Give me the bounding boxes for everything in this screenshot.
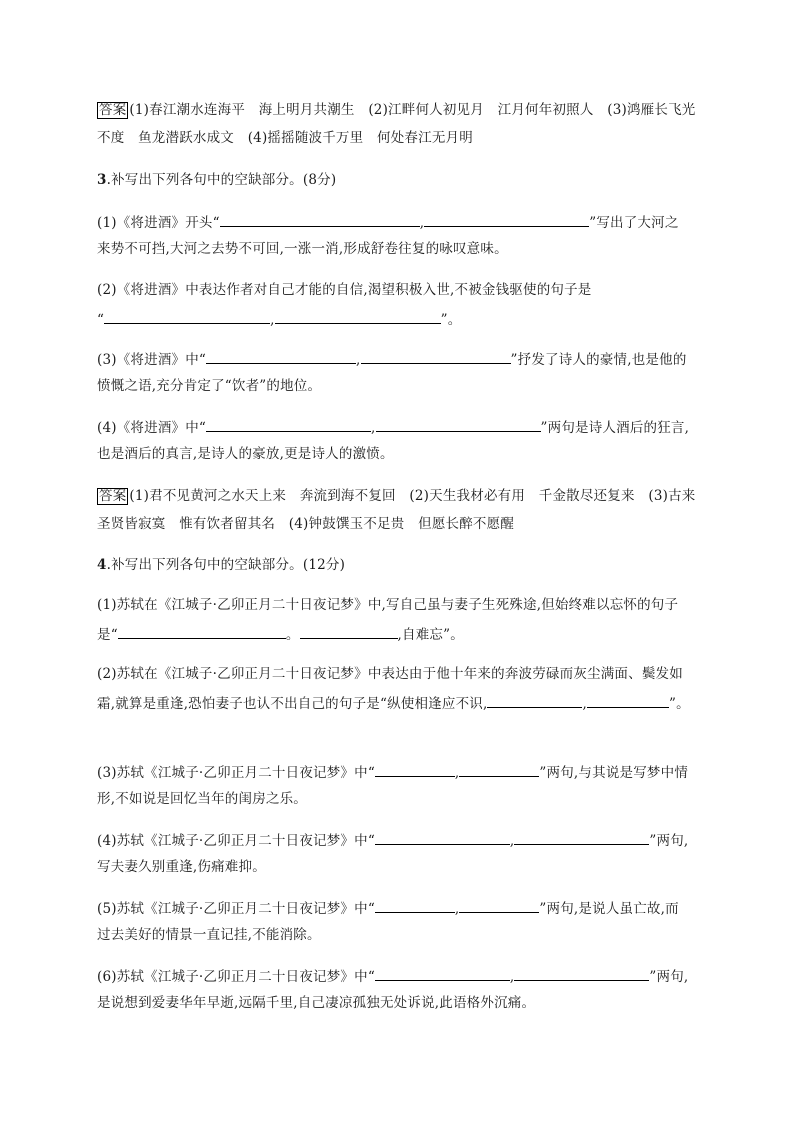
q3-item-4-line-2: 也是酒后的真言,是诗人的豪放,更是诗人的激愤。	[97, 446, 394, 462]
q3-item-3-line-1: (3)《将进酒》中“ , ”抒发了诗人的豪情,也是他的	[97, 352, 687, 368]
fill-blank[interactable]	[424, 213, 589, 227]
fill-blank[interactable]	[375, 967, 510, 981]
fill-blank[interactable]	[275, 310, 441, 324]
answer-label: 答案	[99, 488, 127, 504]
fill-blank[interactable]	[206, 350, 356, 364]
fill-blank[interactable]	[104, 310, 270, 324]
fill-blank[interactable]	[587, 694, 669, 708]
q3-item-3-line-2: 愤慨之语,充分肯定了“饮者”的地位。	[97, 378, 322, 394]
answer-1-line-1	[97, 102, 695, 119]
question-4-title: 4.补写出下列各句中的空缺部分。(12分)	[97, 557, 346, 573]
q4-item-5-line-2: 过去美好的情景一直记挂,不能消除。	[97, 927, 321, 943]
q3-item-4-line-1: (4)《将进酒》中“ , ”两句是诗人酒后的狂言,	[97, 420, 690, 436]
fill-blank[interactable]	[375, 831, 510, 845]
fill-blank[interactable]	[375, 899, 455, 913]
fill-blank[interactable]	[220, 213, 420, 227]
question-3-title: 3.补写出下列各句中的空缺部分。(8分)	[97, 172, 337, 188]
q4-item-3-line-2: 形,不如说是回忆当年的闺房之乐。	[97, 791, 307, 807]
answer-1-text-1: (1)春江潮水连海平 海上明月共潮生 (2)江畔何人初见月 江月何年初照人 (3)鸿雁长飞光	[129, 102, 696, 118]
fill-blank[interactable]	[459, 763, 539, 777]
answer-1-line-2: 不度 鱼龙潜跃水成文 (4)摇摇随波千万里 何处春江无月明	[97, 130, 473, 146]
answer-label: 答案	[99, 102, 127, 118]
q3-item-2-line-2: “ , ”。	[97, 312, 462, 328]
question-3-number: 3	[97, 172, 107, 188]
answer-2-line-2: 圣贤皆寂寞 惟有饮者留其名 (4)钟鼓馔玉不足贵 但愿长醉不愿醒	[97, 516, 515, 532]
q3-item-2-line-1: (2)《将进酒》中表达作者对自己才能的自信,渴望积极入世,不被金钱驱使的句子是	[97, 282, 592, 298]
answer-2-text-1: (1)君不见黄河之水天上来 奔流到海不复回 (2)天生我材必有用 千金散尽还复来 (3)古来	[129, 488, 696, 504]
fill-blank[interactable]	[514, 967, 649, 981]
question-4-number: 4	[97, 557, 107, 573]
fill-blank[interactable]	[514, 831, 649, 845]
fill-blank[interactable]	[376, 418, 541, 432]
q4-item-2-line-2: 霜,就算是重逢,恐怕妻子也认不出自己的句子是“纵使相逢应不识, , ”。	[97, 696, 690, 712]
fill-blank[interactable]	[375, 763, 455, 777]
q3-item-1-line-1: (1)《将进酒》开头“ , ”写出了大河之	[97, 215, 679, 231]
fill-blank[interactable]	[487, 694, 582, 708]
fill-blank[interactable]	[206, 418, 371, 432]
q4-item-6-line-2: 是说想到爱妻华年早逝,远隔千里,自己凄凉孤独无处诉说,此语格外沉痛。	[97, 995, 536, 1011]
q3-item-1-line-2: 来势不可挡,大河之去势不可回,一涨一消,形成舒卷往复的咏叹意味。	[97, 241, 508, 257]
q4-item-2-line-1: (2)苏轼在《江城子·乙卯正月二十日夜记梦》中表达由于他十年来的奔波劳碌而灰尘满面、鬓发如	[97, 666, 683, 682]
fill-blank[interactable]	[459, 899, 539, 913]
q4-item-4-line-1: (4)苏轼《江城子·乙卯正月二十日夜记梦》中“ , ”两句,	[97, 833, 689, 849]
fill-blank[interactable]	[118, 625, 286, 639]
fill-blank[interactable]	[361, 350, 511, 364]
q4-item-6-line-1: (6)苏轼《江城子·乙卯正月二十日夜记梦》中“ , ”两句,	[97, 969, 689, 985]
q4-item-1-line-2: 是“ 。 ,自难忘”。	[97, 627, 464, 643]
q4-item-4-line-2: 写夫妻久别重逢,伤痛难抑。	[97, 859, 266, 875]
q4-item-1-line-1: (1)苏轼在《江城子·乙卯正月二十日夜记梦》中,写自己虽与妻子生死殊途,但始终难以忘怀的句子	[97, 597, 679, 613]
q4-item-3-line-1: (3)苏轼《江城子·乙卯正月二十日夜记梦》中“ , ”两句,与其说是写梦中情	[97, 765, 689, 781]
answer-2-line-1	[97, 488, 695, 505]
fill-blank[interactable]	[300, 625, 398, 639]
q4-item-5-line-1: (5)苏轼《江城子·乙卯正月二十日夜记梦》中“ , ”两句,是说人虽亡故,而	[97, 901, 679, 917]
